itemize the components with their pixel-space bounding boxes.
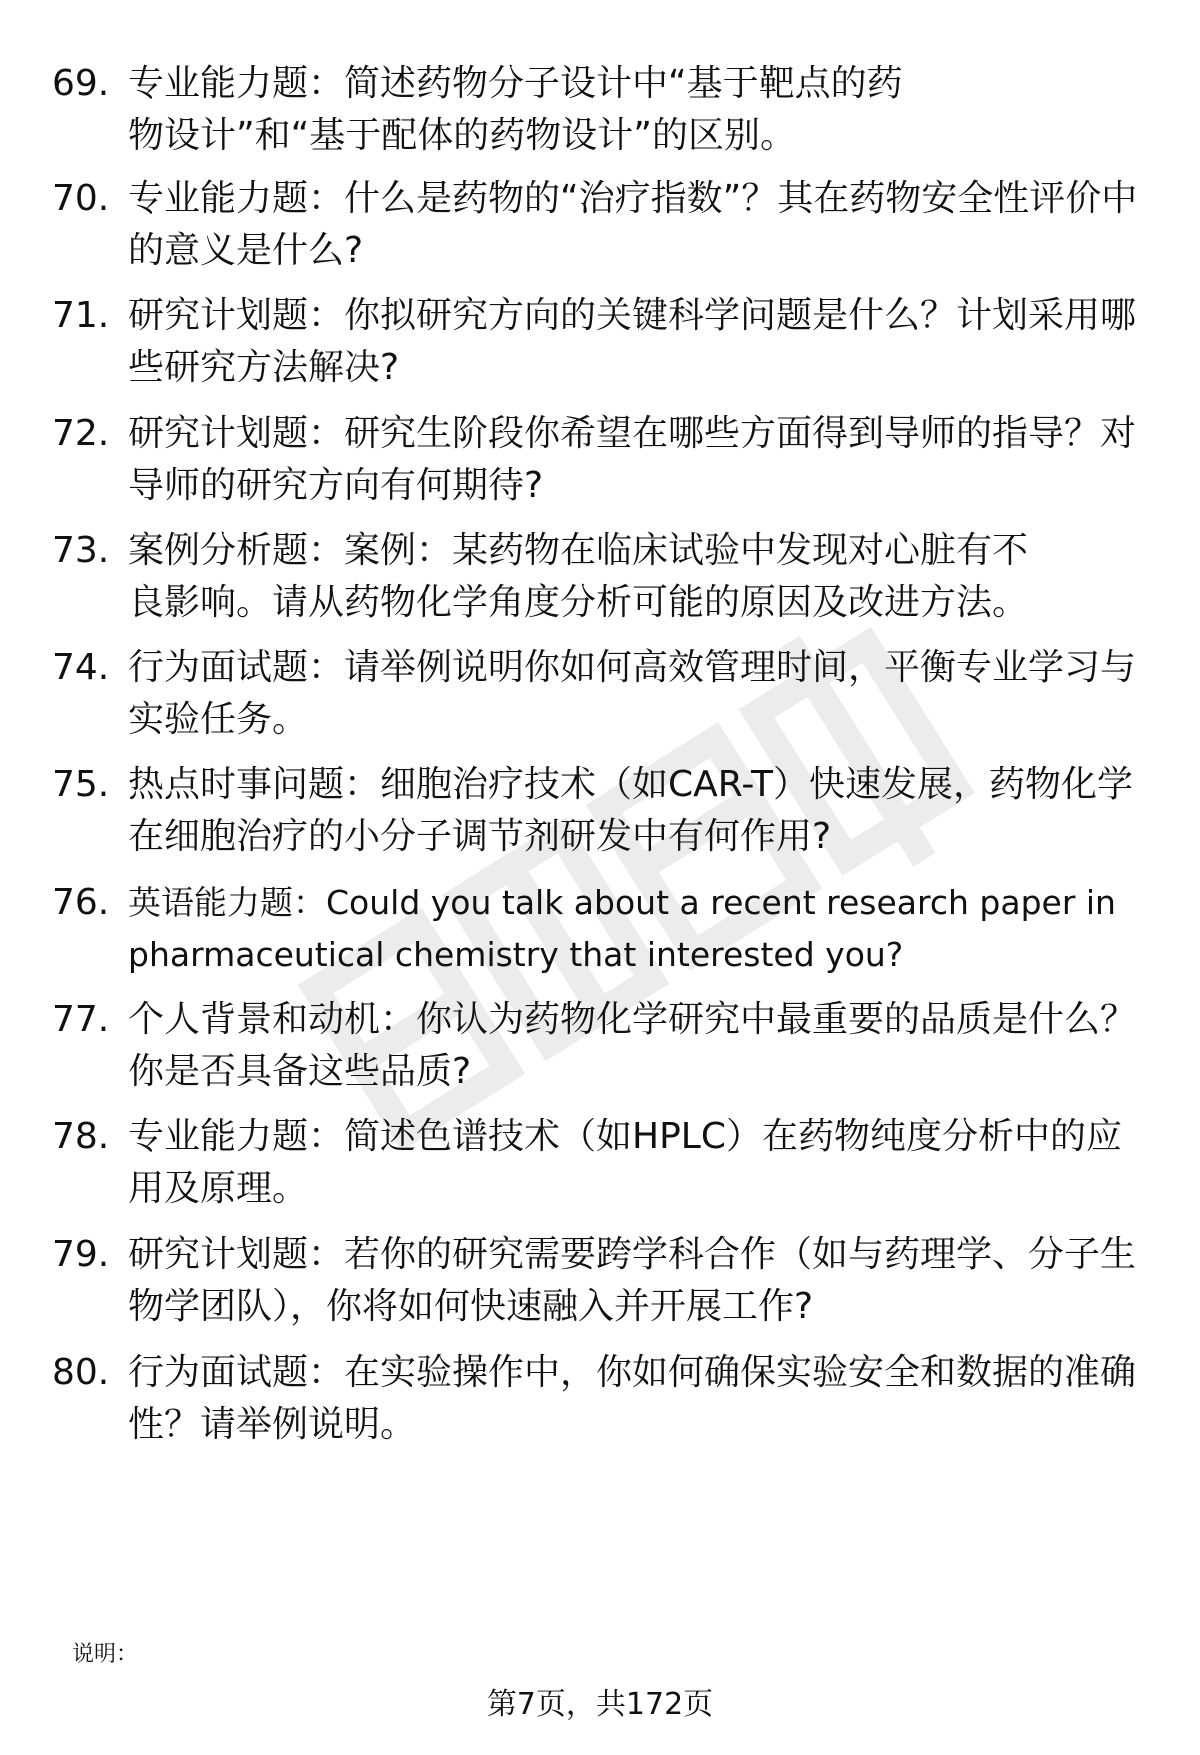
question-number: 75. [52,764,110,805]
question-text: 专业能力题：简述色谱技术（如HPLC）在药物纯度分析中的应用及原理。 [128,1116,1122,1209]
page-number-footer: 第7页，共172页 [486,1687,714,1722]
question-text: 专业能力题：简述药物分子设计中“基于靶点的药物设计”和“基于配体的药物设计”的区别。 [128,63,903,156]
question-text: 研究计划题：研究生阶段你希望在哪些方面得到导师的指导？对导师的研究方向有何期待? [128,413,1137,506]
question-number: 70. [52,178,110,219]
question-text: 英语能力题：Could you talk about a recent research paper in pharmaceutical chemistry that interested you? [128,883,1116,974]
question-number: 74. [52,647,110,688]
question-text: 热点时事问题：细胞治疗技术（如CAR-T）快速发展，药物化学在细胞治疗的小分子调节剂研发中有何作用? [128,764,1133,857]
question-text: 专业能力题：什么是药物的“治疗指数”？其在药物安全性评价中的意义是什么? [128,178,1138,271]
question-number: 76. [52,882,110,923]
question-number: 78. [52,1116,110,1157]
question-number: 77. [52,999,110,1040]
question-number: 79. [52,1234,110,1275]
question-text: 研究计划题：若你的研究需要跨学科合作（如与药理学、分子生物学团队），你将如何快速融入并开展工作? [128,1234,1137,1327]
question-text: 行为面试题：请举例说明你如何高效管理时间，平衡专业学习与实验任务。 [128,647,1137,740]
question-number: 80. [52,1352,110,1393]
question-number: 69. [52,63,110,104]
question-text: 个人背景和动机：你认为药物化学研究中最重要的品质是什么？你是否具备这些品质? [128,999,1137,1092]
question-text: 案例分析题：案例：某药物在临床试验中发现对心脏有不良影响。请从药物化学角度分析可能的原因及改进方法。 [128,530,1029,623]
note-label: 说明： [72,1642,139,1667]
question-number: 71. [52,295,110,336]
question-number: 73. [52,530,110,571]
question-text: 行为面试题：在实验操作中，你如何确保实验安全和数据的准确性？请举例说明。 [128,1352,1137,1445]
question-number: 72. [52,413,110,454]
question-text: 研究计划题：你拟研究方向的关键科学问题是什么？计划采用哪些研究方法解决? [128,295,1137,388]
